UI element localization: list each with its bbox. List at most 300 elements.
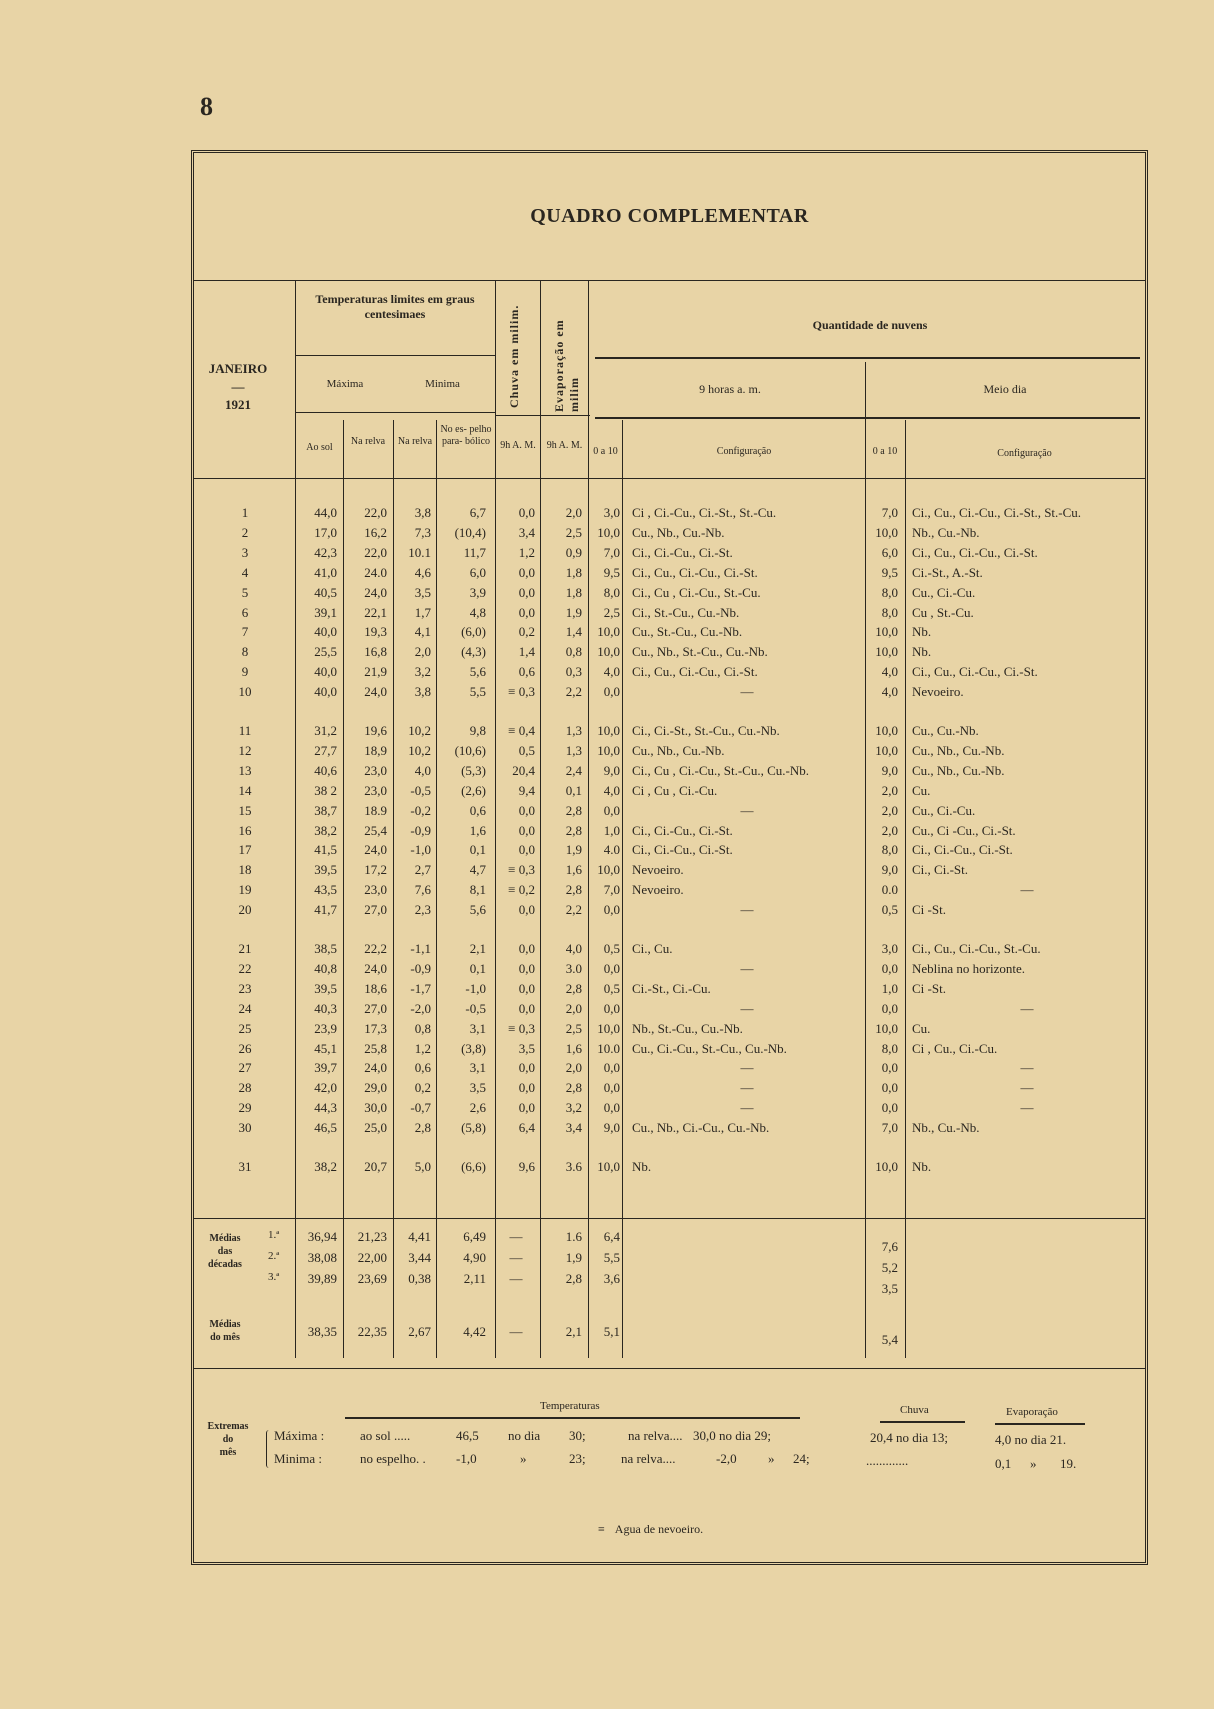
cell-relva-max: 24,0 bbox=[364, 684, 387, 700]
temp-group-header: Temperaturas limites em graus centesimaes bbox=[315, 292, 475, 321]
cell-nm: 10,0 bbox=[875, 644, 898, 660]
decada-sol: 38,08 bbox=[307, 1250, 337, 1265]
min-relva-value: -2,0 bbox=[716, 1451, 737, 1466]
cell-relva-min: -2,0 bbox=[410, 1000, 431, 1016]
decada-ordinal: 3.ª bbox=[268, 1271, 280, 1283]
cell-sol: 31,2 bbox=[314, 723, 337, 738]
cell-n9: 1,0 bbox=[603, 822, 620, 838]
cell-cm: Cu , St.-Cu. bbox=[912, 604, 974, 620]
cell-n9: 10,0 bbox=[597, 1020, 620, 1036]
decada-evap: 1,9 bbox=[565, 1250, 582, 1265]
cell-espelho: (2,6) bbox=[461, 782, 486, 798]
cell-chuva: 3,5 bbox=[518, 1040, 535, 1056]
cell-sol: 41,5 bbox=[314, 842, 337, 858]
cell-relva-max: 23,0 bbox=[364, 782, 387, 798]
escala-1-header: 0 a 10 bbox=[593, 446, 618, 457]
cell-espelho: (10,4) bbox=[454, 524, 486, 540]
col-rule bbox=[343, 420, 344, 1358]
day-number: 3 bbox=[241, 544, 249, 560]
decada-chuva: — bbox=[509, 1271, 523, 1286]
cell-n9: 0,0 bbox=[603, 960, 620, 976]
cell-c9: Ci., Ci.-Cu., Ci.-St. bbox=[632, 544, 733, 560]
cell-espelho: (10,6) bbox=[454, 742, 486, 758]
cell-relva-min: 10,2 bbox=[408, 723, 431, 738]
cell-c9: Cu., Ci.-Cu., St.-Cu., Cu.-Nb. bbox=[632, 1040, 787, 1056]
cell-espelho: 8,1 bbox=[469, 882, 486, 898]
cell-nm: 10,0 bbox=[875, 524, 898, 540]
cell-n9: 10,0 bbox=[597, 862, 620, 878]
cell-espelho: 11,7 bbox=[463, 544, 486, 560]
cell-c9: — bbox=[740, 1000, 754, 1016]
day-number: 15 bbox=[238, 802, 252, 818]
day-number: 8 bbox=[241, 644, 249, 660]
cell-chuva: 0,2 bbox=[518, 624, 535, 640]
cell-sol: 39,5 bbox=[314, 980, 337, 996]
cell-relva-min: -1,7 bbox=[410, 980, 431, 996]
cell-evap: 2,8 bbox=[565, 802, 582, 818]
decada-ordinal: 2.ª bbox=[268, 1250, 280, 1262]
col-rule bbox=[393, 420, 394, 1358]
nove-horas-header: 9 horas a. m. bbox=[699, 382, 761, 396]
cell-espelho: 4,7 bbox=[469, 862, 486, 878]
cell-relva-min: 4,1 bbox=[414, 624, 431, 640]
cell-relva-min: 3,8 bbox=[414, 505, 431, 520]
cell-relva-min: 10.1 bbox=[408, 544, 431, 560]
cell-c9: — bbox=[740, 1080, 754, 1096]
config-2-header: Configuração bbox=[997, 448, 1052, 459]
cell-relva-min: 2,8 bbox=[414, 1120, 431, 1136]
cell-chuva: 0,0 bbox=[518, 505, 535, 520]
day-number: 13 bbox=[238, 762, 252, 778]
cell-espelho: 9,8 bbox=[469, 723, 486, 738]
cell-evap: 2,8 bbox=[565, 822, 582, 838]
cell-nm: 2,0 bbox=[881, 822, 898, 838]
cell-c9: Ci., Cu. bbox=[632, 941, 673, 956]
cell-nm: 0,0 bbox=[881, 960, 898, 976]
mes-label-1: Médias bbox=[209, 1319, 241, 1330]
cell-relva-min: 3,2 bbox=[414, 664, 431, 680]
cell-sol: 23,9 bbox=[314, 1020, 337, 1036]
day-number: 17 bbox=[238, 842, 252, 858]
cell-chuva: 0,0 bbox=[518, 584, 535, 600]
cell-nm: 3,0 bbox=[881, 941, 898, 956]
decadas-label-1: Médias bbox=[209, 1233, 241, 1244]
cell-sol: 42,0 bbox=[314, 1080, 337, 1096]
cell-evap: 2,2 bbox=[565, 684, 582, 700]
decada-nm: 7,6 bbox=[881, 1239, 898, 1254]
day-number: 18 bbox=[238, 862, 252, 878]
cell-sol: 45,1 bbox=[314, 1040, 337, 1056]
cell-chuva: 9,4 bbox=[518, 782, 535, 798]
evaporacao-caption: Evaporação bbox=[1006, 1406, 1058, 1418]
cell-relva-min: 1,7 bbox=[414, 604, 431, 620]
cell-chuva: 0,0 bbox=[518, 564, 535, 580]
cell-espelho: 0,6 bbox=[469, 802, 486, 818]
cell-n9: 9,0 bbox=[603, 762, 620, 778]
cell-sol: 38,7 bbox=[314, 802, 337, 818]
decada-relva-max: 22,00 bbox=[357, 1250, 387, 1265]
escala-2-header: 0 a 10 bbox=[872, 446, 898, 457]
cell-cm: Nb. bbox=[912, 624, 932, 640]
cell-espelho: 6,7 bbox=[469, 505, 486, 520]
cell-chuva: 1,2 bbox=[518, 544, 535, 560]
cell-chuva: 0,0 bbox=[518, 941, 535, 956]
cell-relva-max: 16,2 bbox=[364, 524, 387, 540]
mes-relva-min: 2,67 bbox=[408, 1324, 431, 1339]
cell-c9: Nevoeiro. bbox=[632, 862, 684, 878]
extremas-label-2: do bbox=[222, 1434, 234, 1445]
decada-espelho: 4,90 bbox=[463, 1250, 486, 1265]
cell-chuva: ≡ 0,2 bbox=[508, 882, 535, 898]
cell-n9: 10.0 bbox=[597, 1040, 620, 1056]
cell-n9: 0,0 bbox=[603, 1060, 620, 1076]
cell-cm: Ci., Cu., Ci.-Cu., St.-Cu. bbox=[912, 941, 1041, 956]
cell-cm: Ci., Cu., Ci.-Cu., Ci.-St., St.-Cu. bbox=[912, 505, 1082, 520]
extremas-brace bbox=[266, 1430, 273, 1468]
cell-n9: 0,0 bbox=[603, 1080, 620, 1096]
max-sol-value: 46,5 bbox=[456, 1428, 479, 1443]
cell-cm: Ci., Cu., Ci.-Cu., Ci.-St. bbox=[912, 544, 1038, 560]
hora-evap-header: 9h A. M. bbox=[546, 440, 583, 451]
decada-chuva: — bbox=[509, 1250, 523, 1265]
cell-n9: 7,0 bbox=[603, 544, 620, 560]
temp-caption-rule bbox=[345, 1417, 800, 1419]
evaporacao-header: Evaporação em milim bbox=[552, 319, 581, 412]
cell-evap: 0,8 bbox=[565, 644, 582, 660]
cell-evap: 3.0 bbox=[565, 960, 582, 976]
cell-sol: 39,5 bbox=[314, 862, 337, 878]
decada-relva-min: 4,41 bbox=[408, 1229, 431, 1244]
col-rule bbox=[495, 280, 496, 1358]
evap-min-value: 0,1 bbox=[995, 1456, 1012, 1471]
cell-evap: 1,9 bbox=[565, 604, 582, 620]
cell-relva-min: -1,1 bbox=[410, 941, 431, 956]
cell-n9: 4,0 bbox=[603, 782, 620, 798]
cell-espelho: 0,1 bbox=[469, 960, 486, 976]
cell-relva-max: 22,1 bbox=[364, 604, 387, 620]
cell-c9: Ci., Cu., Ci.-Cu., Ci.-St. bbox=[632, 664, 758, 680]
cell-chuva: 0,0 bbox=[518, 802, 535, 818]
cell-evap: 3,4 bbox=[565, 1120, 582, 1136]
cell-relva-max: 16,8 bbox=[364, 644, 387, 660]
cell-cm: Ci -St. bbox=[912, 902, 946, 918]
cell-nm: 7,0 bbox=[881, 505, 898, 520]
cell-sol: 40,0 bbox=[314, 684, 337, 700]
decada-espelho: 6,49 bbox=[463, 1229, 486, 1244]
extremas-label-1: Extremas bbox=[207, 1421, 249, 1432]
cell-chuva: 0,0 bbox=[518, 604, 535, 620]
cell-relva-max: 29,0 bbox=[364, 1080, 387, 1096]
cell-relva-max: 19,3 bbox=[364, 624, 387, 640]
cell-nm: 0.0 bbox=[881, 882, 898, 898]
cell-c9: — bbox=[740, 960, 754, 976]
cell-espelho: (5,8) bbox=[461, 1120, 486, 1136]
cell-evap: 2,0 bbox=[565, 505, 582, 520]
cell-nm: 9,0 bbox=[881, 862, 898, 878]
cell-espelho: (4,3) bbox=[461, 644, 486, 660]
cell-relva-min: 2,7 bbox=[414, 862, 431, 878]
cell-c9: — bbox=[740, 684, 754, 700]
mes-label-2: do mês bbox=[210, 1332, 240, 1343]
cell-cm: Cu., Nb., Cu.-Nb. bbox=[912, 742, 1005, 758]
cell-espelho: 3,5 bbox=[469, 1080, 486, 1096]
cell-n9: 10,0 bbox=[597, 723, 620, 738]
cell-evap: 1,3 bbox=[565, 742, 582, 758]
cell-relva-min: -0,2 bbox=[410, 802, 431, 818]
cell-relva-min: 0,8 bbox=[414, 1020, 431, 1036]
cell-c9: Cu., Nb., Cu.-Nb. bbox=[632, 742, 725, 758]
cell-n9: 0,0 bbox=[603, 1100, 620, 1116]
min-espelho-label: no espelho. . bbox=[360, 1451, 426, 1466]
cell-espelho: (3,8) bbox=[461, 1040, 486, 1056]
cell-chuva: 0,0 bbox=[518, 822, 535, 838]
cell-sol: 43,5 bbox=[314, 882, 337, 898]
day-number: 24 bbox=[238, 1000, 252, 1016]
cell-evap: 2,4 bbox=[565, 762, 582, 778]
cell-evap: 1,9 bbox=[565, 842, 582, 858]
cell-sol: 46,5 bbox=[314, 1120, 337, 1136]
config-1-header: Configuração bbox=[716, 446, 772, 457]
decada-n9: 6,4 bbox=[603, 1229, 620, 1244]
month-dash: — bbox=[231, 379, 245, 395]
cell-c9: Ci.-St., Ci.-Cu. bbox=[632, 980, 711, 996]
extremas-label-3: mês bbox=[219, 1447, 237, 1458]
day-number: 2 bbox=[241, 524, 249, 540]
cell-n9: 0,5 bbox=[603, 941, 620, 956]
evap-min-day: 19. bbox=[1060, 1456, 1077, 1471]
cell-cm: Cu., Ci.-Cu. bbox=[912, 802, 976, 818]
cell-nm: 10,0 bbox=[875, 742, 898, 758]
day-number: 27 bbox=[238, 1060, 252, 1076]
fog-symbol: ≡ bbox=[598, 1522, 605, 1536]
cell-cm: Cu., Cu.-Nb. bbox=[912, 723, 979, 738]
decada-evap: 1.6 bbox=[565, 1229, 582, 1244]
cell-nm: 2,0 bbox=[881, 802, 898, 818]
cell-relva-max: 18.9 bbox=[364, 802, 387, 818]
cell-n9: 10,0 bbox=[597, 1159, 620, 1174]
decada-relva-min: 0,38 bbox=[408, 1271, 431, 1286]
decada-ordinal: 1.ª bbox=[268, 1229, 280, 1241]
cell-cm: Nb., Cu.-Nb. bbox=[912, 1120, 980, 1136]
cell-nm: 8,0 bbox=[881, 842, 898, 858]
cell-relva-max: 23,0 bbox=[364, 882, 387, 898]
cell-evap: 2,8 bbox=[565, 980, 582, 996]
cell-nm: 0,0 bbox=[881, 1000, 898, 1016]
cell-chuva: ≡ 0,3 bbox=[508, 684, 535, 700]
day-number: 30 bbox=[238, 1120, 252, 1136]
cell-chuva: 6,4 bbox=[518, 1120, 535, 1136]
cell-espelho: (6,6) bbox=[461, 1159, 486, 1174]
cell-sol: 40,0 bbox=[314, 664, 337, 680]
cell-relva-max: 25,0 bbox=[364, 1120, 387, 1136]
decada-relva-min: 3,44 bbox=[408, 1250, 431, 1265]
cell-nm: 0,5 bbox=[881, 902, 898, 918]
decada-nm: 3,5 bbox=[881, 1281, 898, 1296]
page-number: 8 bbox=[200, 92, 213, 121]
extremas-label bbox=[195, 1420, 261, 1459]
cell-c9: Nb., St.-Cu., Cu.-Nb. bbox=[632, 1020, 743, 1036]
day-number: 1 bbox=[241, 505, 249, 520]
cell-n9: 0,0 bbox=[603, 1000, 620, 1016]
cell-sol: 42,3 bbox=[314, 544, 337, 560]
cell-cm: — bbox=[1020, 1100, 1034, 1116]
cell-evap: 2,8 bbox=[565, 1080, 582, 1096]
cell-n9: 8,0 bbox=[603, 584, 620, 600]
cell-sol: 44,3 bbox=[314, 1100, 337, 1116]
cell-relva-min: 5,0 bbox=[414, 1159, 431, 1174]
cell-sol: 40,3 bbox=[314, 1000, 337, 1016]
cell-evap: 2,5 bbox=[565, 1020, 582, 1036]
cell-relva-max: 18,6 bbox=[364, 980, 387, 996]
cell-nm: 8,0 bbox=[881, 584, 898, 600]
cell-relva-min: 1,2 bbox=[414, 1040, 431, 1056]
cell-evap: 3.6 bbox=[565, 1159, 582, 1174]
cell-relva-min: 0,2 bbox=[414, 1080, 431, 1096]
cell-c9: Cu., St.-Cu., Cu.-Nb. bbox=[632, 624, 743, 640]
cell-c9: Ci., Ci.-St., St.-Cu., Cu.-Nb. bbox=[632, 723, 780, 738]
cell-evap: 3,2 bbox=[565, 1100, 582, 1116]
cell-chuva: 1,4 bbox=[518, 644, 535, 660]
cell-evap: 1,4 bbox=[565, 624, 582, 640]
cell-evap: 2,0 bbox=[565, 1060, 582, 1076]
cell-chuva: 3,4 bbox=[518, 524, 535, 540]
cell-relva-min: 7,6 bbox=[414, 882, 431, 898]
cell-espelho: 2,6 bbox=[469, 1100, 486, 1116]
cell-nm: 4,0 bbox=[881, 664, 898, 680]
cell-nm: 2,0 bbox=[881, 782, 898, 798]
evap-min-dia: » bbox=[1030, 1456, 1037, 1471]
cell-relva-min: 4,0 bbox=[414, 762, 431, 778]
day-number: 26 bbox=[238, 1040, 252, 1056]
cell-cm: Ci , Cu., Ci.-Cu. bbox=[912, 1040, 998, 1056]
cell-chuva: 0,0 bbox=[518, 1100, 535, 1116]
cell-chuva: 0,0 bbox=[518, 1060, 535, 1076]
max-relva-value: 30,0 no dia 29; bbox=[693, 1428, 771, 1443]
cell-cm: Nevoeiro. bbox=[912, 684, 964, 700]
cell-evap: 1,8 bbox=[565, 584, 582, 600]
cell-cm: Cu. bbox=[912, 1020, 931, 1036]
cell-cm: — bbox=[1020, 1000, 1034, 1016]
cell-espelho: 0,1 bbox=[469, 842, 486, 858]
cell-relva-min: 10,2 bbox=[408, 742, 431, 758]
cell-nm: 7,0 bbox=[881, 1120, 898, 1136]
cell-relva-max: 22,0 bbox=[364, 544, 387, 560]
cell-chuva: 0,5 bbox=[518, 742, 535, 758]
cell-c9: — bbox=[740, 802, 754, 818]
col-rule bbox=[588, 280, 589, 1358]
cell-sol: 27,7 bbox=[314, 742, 337, 758]
cell-relva-min: -1,0 bbox=[410, 842, 431, 858]
cell-c9: — bbox=[740, 1100, 754, 1116]
col-rule bbox=[295, 280, 296, 1358]
cell-cm: Cu., Nb., Cu.-Nb. bbox=[912, 762, 1005, 778]
cell-chuva: 0,0 bbox=[518, 902, 535, 918]
cell-n9: 10,0 bbox=[597, 524, 620, 540]
cell-n9: 10,0 bbox=[597, 644, 620, 660]
ao-sol-header: Ao sol bbox=[306, 442, 333, 453]
cell-n9: 10,0 bbox=[597, 624, 620, 640]
cell-cm: Ci., Ci.-St. bbox=[912, 862, 968, 878]
header-bottom-rule bbox=[193, 478, 1146, 479]
cell-cm: Ci.-St., A.-St. bbox=[912, 564, 983, 580]
footer-rule bbox=[193, 1368, 1146, 1369]
cell-espelho: 2,1 bbox=[469, 941, 486, 956]
cell-n9: 0,0 bbox=[603, 802, 620, 818]
cell-relva-max: 22,0 bbox=[364, 505, 387, 520]
cell-nm: 8,0 bbox=[881, 1040, 898, 1056]
minima-header: Minima bbox=[425, 378, 460, 390]
day-number: 28 bbox=[238, 1080, 252, 1096]
month-label: JANEIRO bbox=[208, 361, 268, 376]
cell-chuva: 0,0 bbox=[518, 1080, 535, 1096]
rain-sub-rule bbox=[495, 415, 590, 416]
mes-chuva: — bbox=[509, 1324, 523, 1339]
cell-evap: 0,9 bbox=[565, 544, 582, 560]
cell-sol: 39,1 bbox=[314, 604, 337, 620]
day-number: 10 bbox=[238, 684, 252, 700]
fog-note: Agua de nevoeiro. bbox=[614, 1522, 704, 1536]
cell-c9: Cu., Nb., Cu.-Nb. bbox=[632, 524, 725, 540]
cell-sol: 38,2 bbox=[314, 1159, 337, 1174]
cell-relva-max: 27,0 bbox=[364, 902, 387, 918]
cell-nm: 9,5 bbox=[881, 564, 898, 580]
cell-relva-max: 24,0 bbox=[364, 584, 387, 600]
cell-relva-max: 17,2 bbox=[364, 862, 387, 878]
cell-relva-max: 25,8 bbox=[364, 1040, 387, 1056]
cell-chuva: 0,6 bbox=[518, 664, 535, 680]
nuvens-group-header: Quantidade de nuvens bbox=[812, 318, 928, 332]
max-sol-day: 30; bbox=[569, 1428, 586, 1443]
cell-n9: 7,0 bbox=[603, 882, 620, 898]
cell-evap: 2,2 bbox=[565, 902, 582, 918]
chuva-caption-rule bbox=[880, 1421, 965, 1423]
decadas-label bbox=[195, 1232, 255, 1271]
cell-n9: 3,0 bbox=[603, 505, 620, 520]
cell-relva-max: 24.0 bbox=[364, 564, 387, 580]
chuva-header: Chuva em milim. bbox=[507, 304, 521, 408]
max-sol-dia: no dia bbox=[508, 1428, 541, 1443]
cell-sol: 41,0 bbox=[314, 564, 337, 580]
mes-nm: 5,4 bbox=[881, 1332, 898, 1347]
espelho-header: No es- pelho para- bólico bbox=[440, 424, 492, 447]
cell-espelho: 5,5 bbox=[469, 684, 486, 700]
day-number: 29 bbox=[238, 1100, 252, 1116]
day-number: 20 bbox=[238, 902, 252, 918]
cell-c9: — bbox=[740, 902, 754, 918]
cell-n9: 2,5 bbox=[603, 604, 620, 620]
clouds-9h-rule bbox=[595, 417, 865, 419]
cell-evap: 2,8 bbox=[565, 882, 582, 898]
cell-nm: 0,0 bbox=[881, 1060, 898, 1076]
cell-evap: 1,6 bbox=[565, 862, 582, 878]
decada-n9: 3,6 bbox=[603, 1271, 620, 1286]
cell-n9: 0,5 bbox=[603, 980, 620, 996]
cell-sol: 40,8 bbox=[314, 960, 337, 976]
cell-espelho: -0,5 bbox=[465, 1000, 486, 1016]
decada-relva-max: 23,69 bbox=[357, 1271, 387, 1286]
cell-chuva: ≡ 0,4 bbox=[508, 723, 535, 738]
cell-sol: 38,2 bbox=[314, 822, 337, 838]
min-espelho-dia: » bbox=[520, 1451, 527, 1466]
day-number: 31 bbox=[238, 1159, 252, 1174]
cell-chuva: 20,4 bbox=[512, 762, 535, 778]
cell-relva-max: 19,6 bbox=[364, 723, 387, 738]
cell-espelho: (5,3) bbox=[461, 762, 486, 778]
cell-relva-min: 7,3 bbox=[414, 524, 431, 540]
cell-nm: 10,0 bbox=[875, 1020, 898, 1036]
cell-relva-min: -0,7 bbox=[410, 1100, 431, 1116]
cell-cm: Nb. bbox=[912, 1159, 932, 1174]
